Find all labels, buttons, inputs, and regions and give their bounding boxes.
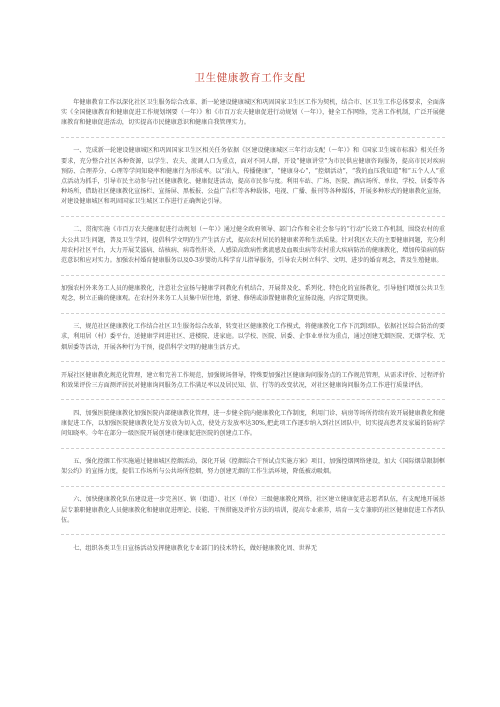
- paragraph-section-2: 二、贯彻实施《市百万农夫健康促进行动规划（～年）》通过健全政府领导、部门合作和全社会参与的“行动”长效工作机制，围绕农村的重大公共卫生问题，普及卫生学问，提倡科学文明的生产生活方式，提高农村居民的健康素养和生活质量。针对我区农夫的主要健康问题，充分利用农村社区平台，大力开展艾滋病、结核病、病毒性肝炎、人感染高致病性禽流感及血吸虫病等农村重大疾病防治的健康教化，增加传染病的防范意识和应对实力。加强农村婚育健康服务以及0-3岁婴幼儿科学育儿指导服务，引导农夫树立科学、文明、进步的婚育观念，普及生殖健康。: [61, 226, 445, 264]
- paragraph-divider: [61, 534, 445, 535]
- paragraph-divider: [61, 486, 445, 487]
- paragraph-divider: [61, 399, 445, 400]
- paragraph-section-7: 七、组织各类卫生日宣扬活动发挥健康教化专业部门的技术特长，做好健康教化周、世界无: [73, 544, 317, 552]
- paragraph-section-2-continued: 加强农村外来务工人员的健康教化，注意社会宣扬与健康学问教化有机结合，开展普及化、系列化、特色化的宣扬教化，引导他们增加公共卫生观念，树立正确的健康观。在农村外来务工人员集中居住地，新建、修缮或添置健康教化宣扬设施，内容定期更换。: [61, 284, 445, 303]
- paragraph-section-3-continued: 开展社区健康教化规范化管理，建立和完善工作规范，加强规场督导，特殊要加强社区健康询问服务点的工作规范管理，从需求评价、过程评价和效果评价三方面测评居民对健康询问服务点工作满足率以及居民知、信、行等的改变状况，对社区健康询问服务点工作进行质量评估。: [61, 371, 445, 389]
- paragraph-section-3: 三、规范社区健康教化工作结合社区卫生服务综合改革，转变社区健康教化工作模式，将健康教化工作下沉到团队，依据社区综合防治的要求，利用居（村）委平台，送健康学问进社区、进楼院、进家庭。以学校、医院、居委、企事业单位为重点，通过创建无烟医院、无烟学校、无烟居委等活动，开展各种行为干预，提倡科学文明的健康生活方式。: [61, 323, 445, 351]
- paragraph-intro: 年健康教育工作以深化社区卫生服务综合改革、新一轮建设健康城区和巩固国家卫生区工作为契机，结合市、区卫生工作总体要求，全面落实《全国健康教育和健康促进工作规划纲要（一年）》和《市百万农夫健康促进行动规划（一年）》，健全工作网络，完善工作机制，广泛开展健康教育和健康促进活动，切实提高市民健康意识和健康自我管理实力。: [61, 99, 445, 127]
- paragraph-divider: [61, 216, 445, 217]
- document-body: [61, 98, 445, 562]
- document-title: 卫生健康教育工作支配: [194, 72, 306, 84]
- paragraph-divider: [61, 313, 445, 314]
- paragraph-section-6: 六、加快健康教化队伍建设进一步完善区、镇（街道）、社区（单位）三级健康教化网络，社区建立健康促进志愿者队伍，有支配地开展基层专兼职健康教化人员健康教化和健康促进理论、技能、干预措施及评价方法的培训，提高专业素养，培育一支专兼职的社区健康促进工作者队伍。: [61, 496, 445, 524]
- paragraph-divider: [61, 361, 445, 362]
- paragraph-divider: [61, 137, 445, 138]
- paragraph-section-1: 一、完成新一轮建设健康城区和巩固国家卫生区相关任务依据《区建设健康城区三年行动支配（～年）》和《国家卫生城市标准》相关任务要求，充分整合社区各种资源，以学生、农夫、流调人口为重点，面对不同人群，开设“健康讲堂”为市民供应健康咨询服务，提高市民对疾病预防、合理养分、心理等学问知晓率和健康行为形成率。以“油入，传播健康”，“健康身心”，“控烟活动”，“我的血压我知道”和“五个人人”重点活动为抓手，引导市民主动参与社区健康教化、健康促进活动，提高市民参与度。利用车站、广场、医院、酒店场所、单位、学校、居委等各种场所，借助社区健康教化宣扬栏、宣扬屏、黑板报、公益广告栏等各种载体，电视、广播、报刊等各种媒体，开展多种形式的健康教化宣扬，对建设健康城区和巩固国家卫生城区工作进行正确舆论引导。: [61, 147, 445, 206]
- paragraph-section-4: 四、加强医院健康教化加强医院内部健康教化管理，进一步健全院内健康教化工作制度，利用门诊、病房等场所持续有效开展健康教化和健康促进工作，以加强医院健康教化处方发放为切入点，使处方发放率达30%,把此项工作逐步纳入到社区团队中，切实提高患者及家属的防病学问知晓率。今年在部分一级医院开展创建市健康促进医院的创建点工作。: [61, 409, 445, 438]
- paragraph-divider: [61, 275, 445, 276]
- paragraph-divider: [61, 448, 445, 449]
- paragraph-section-5: 五、强化控烟工作实施通过健康城区控烟活动，深化开展《控烟综合干预试点实施方案》项目，加强控烟网络建设，加大《国际烟草限制框架公约》的宣扬力度，提倡工作场所与公共场所控烟，努力创建无烟的工作生活环境，降低被动吸烟。: [61, 458, 445, 476]
